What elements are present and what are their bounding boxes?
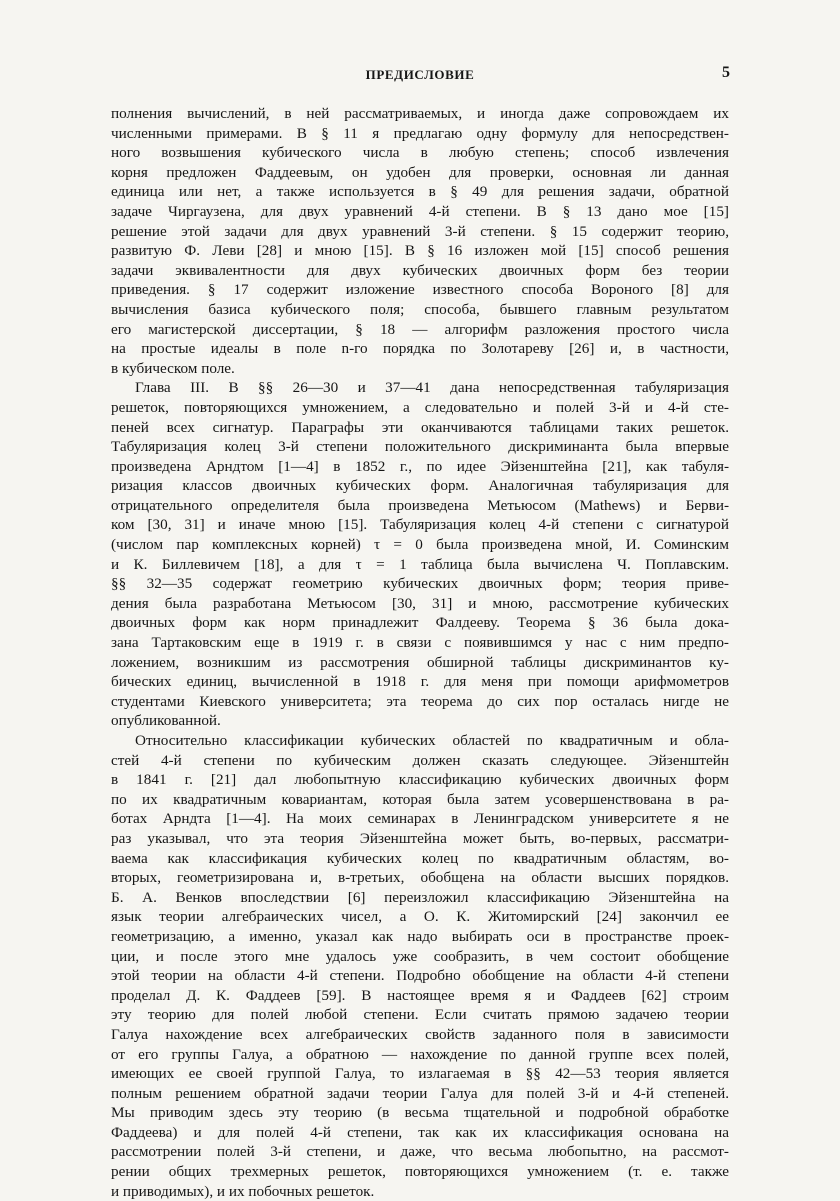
- text-line: Б. А. Венков впоследствии [6] переизложил классификацию Эйзенштейна на: [111, 888, 729, 906]
- text-line: в 1841 г. [21] дал любопытную классификацию кубических двоичных форм: [111, 771, 729, 789]
- text-line: решение этой задачи для двух уравнений 3-й степени. § 15 содержит теорию,: [111, 222, 729, 240]
- text-line: двоичных форм как норм принадлежит Фалдееву. Теорема § 36 была дока-: [111, 614, 729, 632]
- text-line: в кубическом поле.: [111, 359, 235, 377]
- page-header: [110, 64, 730, 86]
- text-line: Фаддеева) и для полей 4-й степени, так как их классификация основана на: [111, 1123, 729, 1141]
- text-line: задачи эквивалентности для двух кубических двоичных форм без теории: [111, 261, 729, 279]
- text-line: Относительно классификации кубических областей по квадратичным и обла-: [135, 732, 729, 749]
- text-line: имеющих ее своей группой Галуа, то излагаемая в §§ 42—53 теория является: [111, 1065, 729, 1083]
- text-line: ботах Арндта [1—4]. На моих семинарах в Ленинградском университете я не: [111, 810, 729, 828]
- text-line: единица или нет, а также используется в § 49 для решения задачи, обратной: [111, 183, 729, 201]
- text-line: и К. Биллевичем [18], а для τ = 1 таблица была вычислена Ч. Поплавским.: [111, 555, 729, 573]
- text-line: §§ 32—35 содержат геометрию кубических двоичных форм; теория приве-: [111, 575, 729, 593]
- text-line: и приводимых), и их побочных решеток.: [111, 1182, 375, 1200]
- text-line: зана Тартаковским еще в 1919 г. в связи с появившимся у нас с ним предпо-: [111, 634, 729, 652]
- text-line: проделал Д. К. Фаддеев [59]. В настоящее время я и Фаддеев [62] строим: [111, 986, 729, 1004]
- text-line: развитую Ф. Леви [28] и мною [15]. В § 16 изложен мой [15] способ решения: [111, 242, 729, 260]
- text-line: стей 4-й степени по кубическим должен сказать следующее. Эйзенштейн: [111, 751, 729, 769]
- text-line: бических единиц, вычисленной в 1918 г. для меня при помощи арифмометров: [111, 673, 729, 691]
- text-line: Табуляризация колец 3-й степени положительного дискриминанта была впервые: [111, 438, 729, 456]
- paragraph: [111, 731, 729, 1201]
- text-line: язык теории алгебраических чисел, а О. К. Житомирский [24] закончил ее: [111, 908, 729, 926]
- text-line: ризация классов двоичных кубических форм. Аналогичная табуляризация для: [111, 477, 729, 495]
- text-line: по их квадратичным ковариантам, которая была затем усовершенствована в ра-: [111, 790, 729, 808]
- text-line: пеней всех сигнатур. Параграфы эти оканчиваются таблицами таких решеток.: [111, 418, 729, 436]
- text-line: задаче Чиргаузена, для двух уравнений 4-й степени. В § 13 дано мое [15]: [111, 202, 729, 220]
- text-line: Глава III. В §§ 26—30 и 37—41 дана непосредственная табуляризация: [135, 379, 729, 397]
- text-line: ваема как классификация кубических колец по квадратичным областям, во-: [111, 849, 729, 867]
- text-line: эту теорию для полей любой степени. Если считать прямою задачею теории: [111, 1006, 729, 1024]
- text-line: рассмотрении полей 3-й степени, и даже, что весьма любопытно, на рассмот-: [111, 1143, 729, 1161]
- text-line: Мы приводим здесь эту теорию (в весьма тщательной и подробной обработке: [111, 1104, 729, 1122]
- text-line: этой теории на области 4-й степени. Подробно обобщение на области 4-й степени: [111, 967, 729, 985]
- text-line: Галуа нахождение всех алгебраических свойств заданного поля в зависимости: [111, 1025, 729, 1043]
- text-line: полным решением обратной задачи теории Галуа для полей 3-й и 4-й степеней.: [111, 1084, 729, 1102]
- text-line: его магистерской диссертации, § 18 — алгорифм разложения простого числа: [111, 320, 729, 338]
- text-line: (числом пар комплексных корней) τ = 0 была произведена мной, И. Соминским: [111, 536, 729, 554]
- text-line: полнения вычислений, в ней рассматриваемых, и иногда даже сопровождаем их: [111, 105, 729, 122]
- text-line: опубликованной.: [111, 712, 221, 730]
- text-line: студентами Киевского университета; эта теорема до сих пор осталась нигде не: [111, 692, 729, 710]
- body-text: [111, 104, 729, 1201]
- text-line: приведения. § 17 содержит изложение известного способа Вороного [8] для: [111, 281, 729, 299]
- text-line: раз указывал, что эта теория Эйзенштейна может быть, во-первых, рассматри-: [111, 829, 729, 847]
- text-line: численными примерами. В § 11 я предлагаю одну формулу для непосредствен-: [111, 124, 729, 142]
- text-line: дения была разработана Метьюсом [30, 31] и мною, рассмотрение кубических: [111, 594, 729, 612]
- text-line: рении общих трехмерных решеток, повторяющихся умножением (т. е. также: [111, 1163, 729, 1181]
- text-line: ции, и после этого мне удалось уже сообразить, в чем состоит обобщение: [111, 947, 729, 965]
- paragraph: [111, 378, 729, 731]
- text-line: от его группы Галуа, а обратною — нахождение по данной группе всех полей,: [111, 1045, 729, 1063]
- text-line: геометризацию, а именно, указал как надо выбирать оси в пространстве проек-: [111, 927, 729, 945]
- text-line: решеток, повторяющихся умножением, а следовательно и полей 3-й и 4-й сте-: [111, 398, 729, 416]
- text-line: ложением, возникшим из рассмотрения обширной таблицы дискриминантов ку-: [111, 653, 729, 671]
- text-line: на простые идеалы в поле n-го порядка по Золотареву [26] и, в частности,: [111, 340, 729, 358]
- text-line: ного возвышения кубического числа в любую степень; способ извлечения: [111, 144, 729, 162]
- running-title: ПРЕДИСЛОВИЕ: [365, 67, 475, 82]
- text-line: отрицательного определителя была произведена Метьюсом (Mathews) и Берви-: [111, 496, 729, 514]
- text-line: произведена Арндтом [1—4] в 1852 г., по идее Эйзенштейна [21], как табуля-: [111, 457, 729, 475]
- text-line: ком [30, 31] и иначе мною [15]. Табуляризация колец 4-й степени с сигнатурой: [111, 516, 729, 534]
- page-number: 5: [722, 64, 730, 81]
- paragraph: [111, 104, 729, 378]
- text-line: вторых, геометризирована и, в-третьих, обобщена на области высших порядков.: [111, 869, 729, 887]
- text-line: корня предложен Фаддеевым, он удобен для проверки, основная ли данная: [111, 163, 729, 181]
- text-line: вычисления базиса кубического поля; способа, бывшего главным результатом: [111, 300, 729, 318]
